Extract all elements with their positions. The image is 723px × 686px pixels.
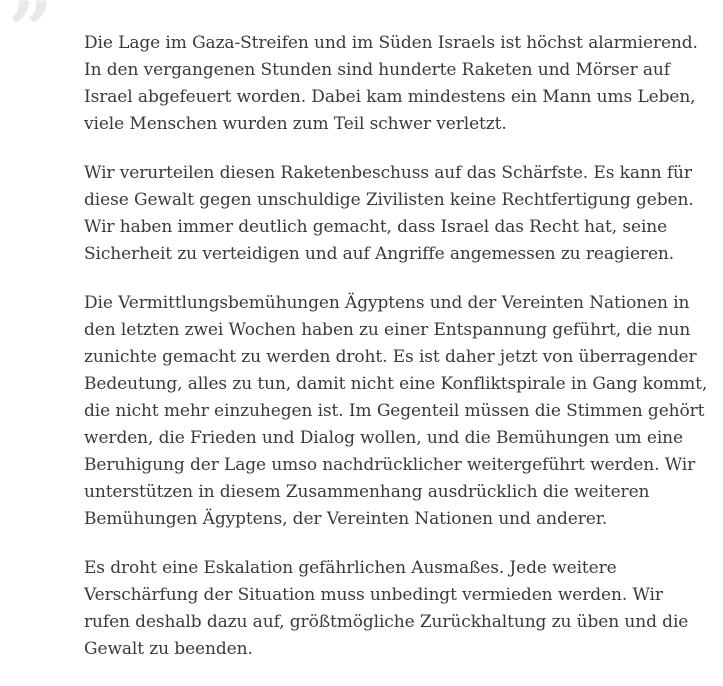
quote-block: [84, 30, 714, 685]
quote-paragraph-2: Wir verurteilen diesen Raketenbeschuss auf das Schärfste. Es kann für diese Gewalt gegen unschuldige Zivilisten keine Rechtfertigung geben. Wir haben immer deutlich gemacht, dass Israel das Recht hat, seine Sicherheit zu verteidigen und auf Angriffe angemessen zu reagieren.: [84, 163, 694, 264]
quote-paragraph-3: Die Vermittlungsbemühungen Ägyptens und der Vereinten Nationen in den letzten zwei Wochen haben zu einer Entspannung geführt, die nun zunichte gemacht zu werden droht. Es ist daher jetzt von überragender Bedeutung, alles zu tun, damit nicht eine Konfliktspirale in Gang kommt, die nicht mehr einzuhegen ist. Im Gegenteil müssen die Stimmen gehört werden, die Frieden und Dialog wollen, und die Bemühungen um eine Beruhigung der Lage umso nachdrücklicher weitergeführt werden. Wir unterstützen in diesem Zusammenhang ausdrücklich die weiteren Bemühungen Ägyptens, der Vereinten Nationen und anderer.: [84, 293, 708, 529]
quotation-mark-icon: ”: [8, 0, 53, 76]
quote-paragraph-1: Die Lage im Gaza-Streifen und im Süden Israels ist höchst alarmierend. In den vergangenen Stunden sind hunderte Raketen und Mörser auf Israel abgefeuert worden. Dabei kam mindestens ein Mann ums Leben, viele Menschen wurden zum Teil schwer verletzt.: [84, 33, 698, 134]
quote-paragraph-4: Es droht eine Eskalation gefährlichen Ausmaßes. Jede weitere Verschärfung der Situation muss unbedingt vermieden werden. Wir rufen deshalb dazu auf, größtmögliche Zurückhaltung zu üben und die Gewalt zu beenden.: [84, 558, 689, 659]
